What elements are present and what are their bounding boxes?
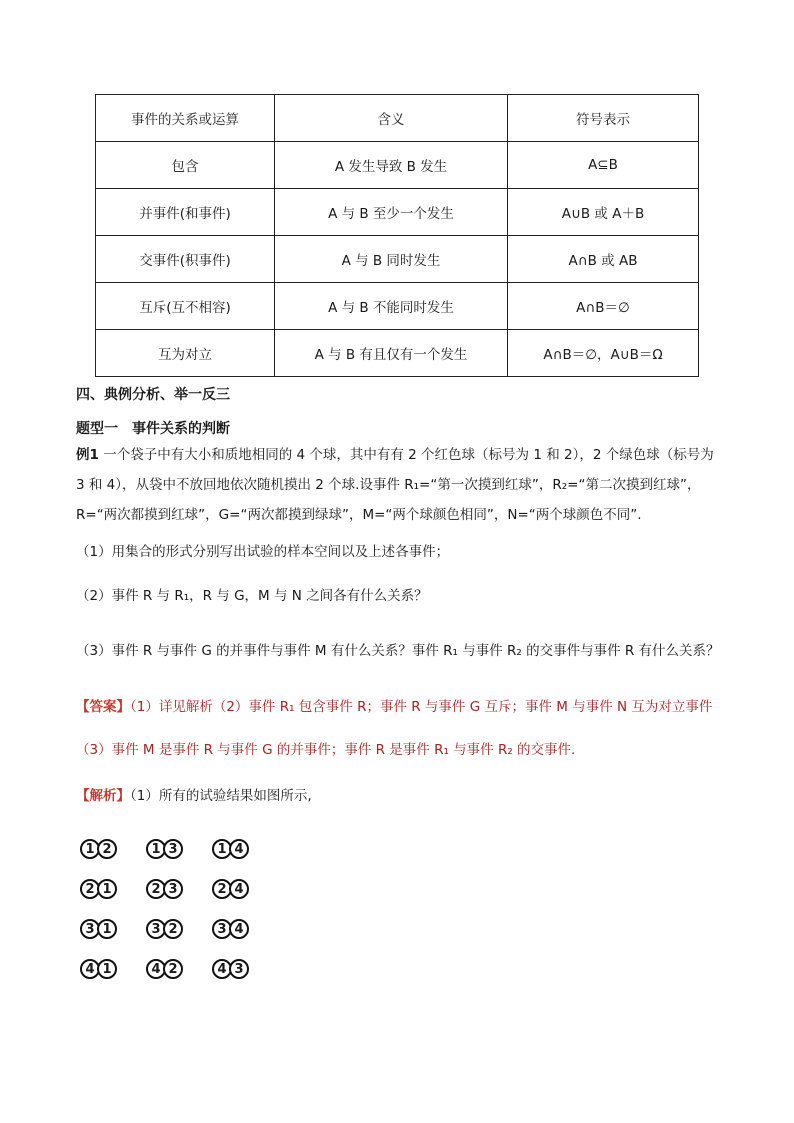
numbered-ball: 4	[146, 959, 166, 979]
example-1	[76, 440, 726, 530]
numbered-ball: 4	[80, 959, 100, 979]
table-header-cell: 符号表示	[508, 95, 699, 142]
numbered-ball: 2	[212, 879, 232, 899]
analysis-line	[76, 784, 312, 804]
table-cell: A 与 B 至少一个发生	[275, 189, 508, 236]
numbered-ball: 4	[229, 879, 249, 899]
example-text: 一个袋子中有大小和质地相同的 4 个球，其中有有 2 个红色球（标号为 1 和 2），2 个绿色球（标号为 3 和 4），从袋中不放回地依次随机摸出 2 个球.设事件 R₁=“第一次摸到红球”，R₂=“第二次摸到红球”，R=“两次都摸到红球”，G=“两次都摸到绿球”，M=“两个球颜色相同”，N=“两个球颜色不同”.	[76, 447, 714, 523]
outcome-row	[80, 949, 280, 989]
numbered-ball: 2	[146, 879, 166, 899]
question-3: （3）事件 R 与事件 G 的并事件与事件 M 有什么关系？事件 R₁ 与事件 R₂ 的交事件与事件 R 有什么关系？	[76, 643, 720, 659]
table-row	[96, 330, 699, 377]
question-2: （2）事件 R 与 R₁，R 与 G，M 与 N 之间各有什么关系？	[76, 588, 428, 604]
table-cell: 互为对立	[96, 330, 275, 377]
table-cell: A∩B＝∅，A∪B＝Ω	[508, 330, 699, 377]
section-heading: 四、典例分析、举一反三	[76, 387, 230, 403]
numbered-ball: 1	[80, 839, 100, 859]
numbered-ball: 1	[146, 839, 166, 859]
table-row	[96, 142, 699, 189]
table-cell: A 与 B 同时发生	[275, 236, 508, 283]
answer-line-1	[76, 695, 712, 715]
analysis-text: （1）所有的试验结果如图所示,	[130, 788, 312, 804]
numbered-ball: 3	[212, 919, 232, 939]
numbered-ball: 2	[80, 879, 100, 899]
topic-title: 题型一 事件关系的判断	[76, 421, 230, 437]
table-cell: 包含	[96, 142, 275, 189]
table-cell: A∪B 或 A＋B	[508, 189, 699, 236]
outcome-row	[80, 869, 280, 909]
outcome-grid	[80, 829, 280, 989]
numbered-ball: 1	[97, 959, 117, 979]
analysis-tag: 【解析】	[76, 788, 130, 804]
answer-line-2	[76, 738, 575, 758]
answer-text-2: （3）事件 M 是事件 R 与事件 G 的并事件；事件 R 是事件 R₁ 与事件 R₂ 的交事件.	[76, 742, 576, 758]
example-label: 例1	[76, 447, 99, 463]
numbered-ball: 2	[163, 919, 183, 939]
outcome-pair	[146, 909, 212, 949]
table-cell: 并事件(和事件)	[96, 189, 275, 236]
answer-text-1: （1）详见解析（2）事件 R₁ 包含事件 R；事件 R 与事件 G 互斥；事件 M 与事件 N 互为对立事件	[130, 699, 713, 715]
table-cell: A∩B 或 AB	[508, 236, 699, 283]
outcome-row	[80, 909, 280, 949]
numbered-ball: 1	[97, 879, 117, 899]
table-header-row	[96, 95, 699, 142]
numbered-ball: 3	[146, 919, 166, 939]
table-cell: A⊆B	[508, 142, 699, 189]
numbered-ball: 4	[229, 919, 249, 939]
numbered-ball: 3	[163, 839, 183, 859]
table-cell: A∩B＝∅	[508, 283, 699, 330]
numbered-ball: 1	[212, 839, 232, 859]
outcome-pair	[212, 869, 278, 909]
event-relations-table	[95, 94, 699, 377]
outcome-row	[80, 829, 280, 869]
outcome-pair	[146, 869, 212, 909]
outcome-pair	[146, 949, 212, 989]
outcome-pair	[146, 829, 212, 869]
numbered-ball: 3	[229, 959, 249, 979]
table-row	[96, 236, 699, 283]
table-header-cell: 含义	[275, 95, 508, 142]
table-row	[96, 283, 699, 330]
table-cell: A 与 B 有且仅有一个发生	[275, 330, 508, 377]
table-header-cell: 事件的关系或运算	[96, 95, 275, 142]
outcome-pair	[80, 949, 146, 989]
table-cell: A 发生导致 B 发生	[275, 142, 508, 189]
answer-tag: 【答案】	[76, 699, 130, 715]
numbered-ball: 4	[229, 839, 249, 859]
numbered-ball: 3	[80, 919, 100, 939]
table-cell: 互斥(互不相容)	[96, 283, 275, 330]
question-1: （1）用集合的形式分别写出试验的样本空间以及上述各事件；	[76, 544, 450, 560]
numbered-ball: 3	[163, 879, 183, 899]
numbered-ball: 4	[212, 959, 232, 979]
outcome-pair	[80, 909, 146, 949]
outcome-pair	[212, 909, 278, 949]
table-cell: 交事件(积事件)	[96, 236, 275, 283]
outcome-pair	[80, 829, 146, 869]
numbered-ball: 1	[97, 919, 117, 939]
outcome-pair	[212, 829, 278, 869]
outcome-pair	[80, 869, 146, 909]
table-row	[96, 189, 699, 236]
table-cell: A 与 B 不能同时发生	[275, 283, 508, 330]
numbered-ball: 2	[97, 839, 117, 859]
numbered-ball: 2	[163, 959, 183, 979]
outcome-pair	[212, 949, 278, 989]
